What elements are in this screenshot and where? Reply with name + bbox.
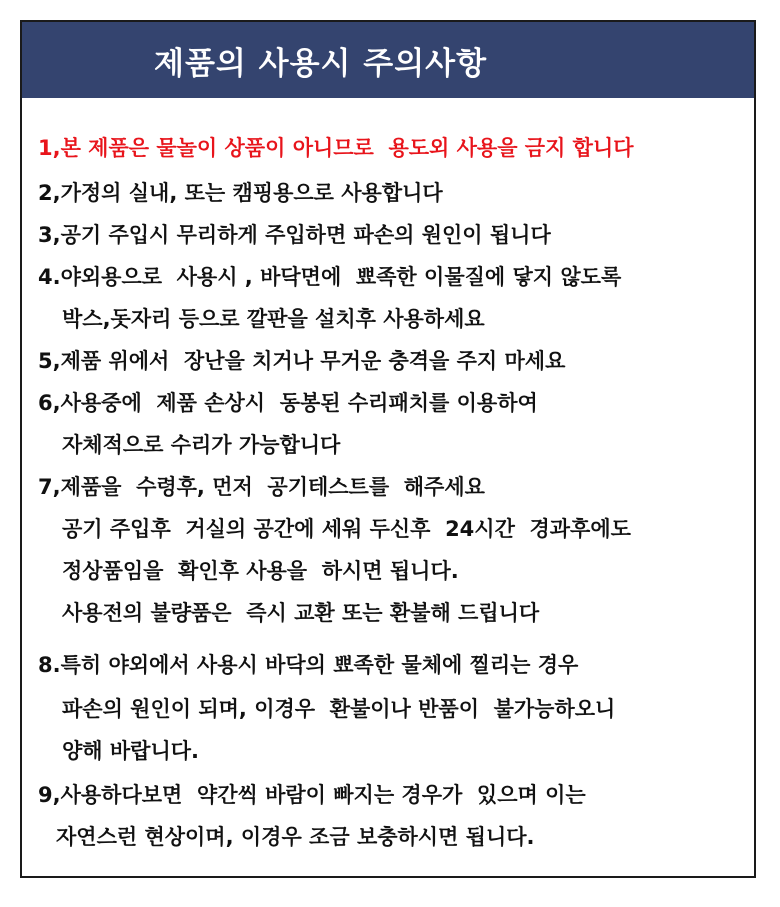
notice-line-8: 8.특히 야외에서 사용시 바닥의 뾰족한 물체에 찔리는 경우 xyxy=(38,653,579,677)
notice-line-7: 7,제품을 수령후, 먼저 공기테스트를 해주세요 xyxy=(38,475,485,499)
notice-line-9: 9,사용하다보면 약간씩 바람이 빠지는 경우가 있으며 이는 xyxy=(38,783,586,807)
title-banner xyxy=(22,22,754,98)
notice-line-5: 5,제품 위에서 장난을 치거나 무거운 충격을 주지 마세요 xyxy=(38,349,566,373)
notice-line-7-cont-2: 정상품임을 확인후 사용을 하시면 됩니다. xyxy=(62,559,459,583)
notice-line-4: 4.야외용으로 사용시 , 바닥면에 뾰족한 이물질에 닿지 않도록 xyxy=(38,265,622,289)
notice-line-9-cont: 자연스런 현상이며, 이경우 조금 보충하시면 됩니다. xyxy=(56,825,535,849)
notice-line-7-cont-3: 사용전의 불량품은 즉시 교환 또는 환불해 드립니다 xyxy=(62,601,540,625)
notice-line-3: 3,공기 주입시 무리하게 주입하면 파손의 원인이 됩니다 xyxy=(38,223,551,247)
notice-line-6-cont: 자체적으로 수리가 가능합니다 xyxy=(62,433,341,457)
notice-line-4-cont: 박스,돗자리 등으로 깔판을 설치후 사용하세요 xyxy=(62,307,485,331)
notice-line-8-cont-2: 양해 바랍니다. xyxy=(62,739,200,763)
notice-line-8-cont-1: 파손의 원인이 되며, 이경우 환불이나 반품이 불가능하오니 xyxy=(62,697,616,721)
page-title: 제품의 사용시 주의사항 xyxy=(154,45,488,82)
notice-line-1: 1,본 제품은 물놀이 상품이 아니므로 용도외 사용을 금지 합니다 xyxy=(38,136,634,160)
notice-line-6: 6,사용중에 제품 손상시 동봉된 수리패치를 이용하여 xyxy=(38,391,538,415)
notice-line-7-cont-1: 공기 주입후 거실의 공간에 세워 두신후 24시간 경과후에도 xyxy=(62,517,631,541)
notice-line-2: 2,가정의 실내, 또는 캠핑용으로 사용합니다 xyxy=(38,181,443,205)
